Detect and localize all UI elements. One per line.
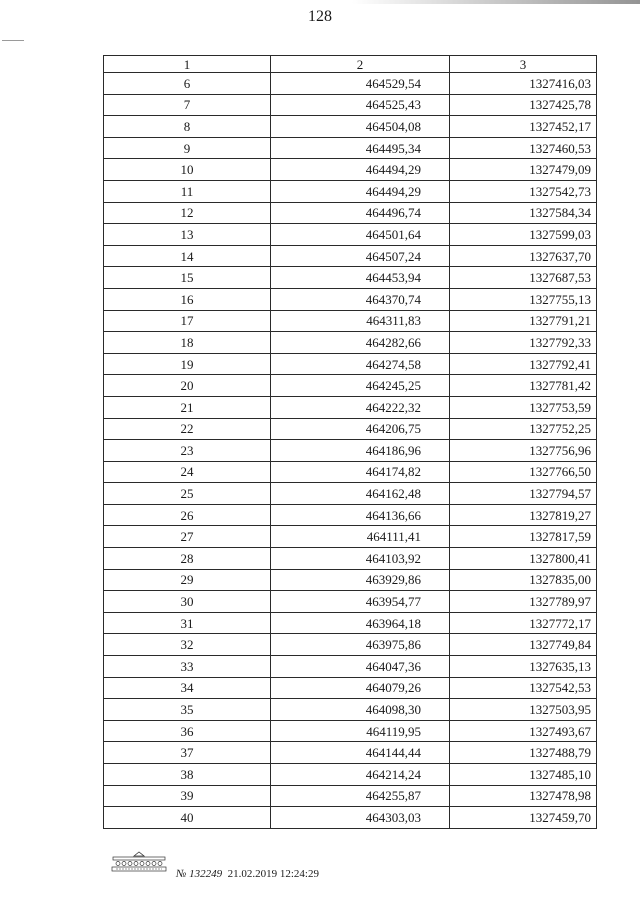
y-coordinate-cell: 1327635,13 [450, 656, 597, 678]
table-row [104, 94, 597, 116]
table-row [104, 720, 597, 742]
y-coordinate-cell: 1327425,78 [450, 94, 597, 116]
table-row [104, 332, 597, 354]
document-footer [176, 868, 319, 880]
y-coordinate-cell: 1327819,27 [450, 504, 597, 526]
y-coordinate-cell: 1327800,41 [450, 548, 597, 570]
point-number-cell: 8 [104, 116, 271, 138]
y-coordinate-cell: 1327756,96 [450, 440, 597, 462]
x-coordinate-cell: 464255,87 [271, 785, 450, 807]
y-coordinate-cell: 1327542,53 [450, 677, 597, 699]
point-number-cell: 21 [104, 396, 271, 418]
point-number-cell: 16 [104, 288, 271, 310]
point-number-cell: 9 [104, 137, 271, 159]
scan-edge [0, 0, 640, 4]
document-timestamp: 21.02.2019 12:24:29 [227, 868, 319, 880]
table-row [104, 440, 597, 462]
x-coordinate-cell: 464501,64 [271, 224, 450, 246]
point-number-cell: 15 [104, 267, 271, 289]
x-coordinate-cell: 464453,94 [271, 267, 450, 289]
y-coordinate-cell: 1327792,33 [450, 332, 597, 354]
point-number-cell: 10 [104, 159, 271, 181]
x-coordinate-cell: 464047,36 [271, 656, 450, 678]
y-coordinate-cell: 1327753,59 [450, 396, 597, 418]
x-coordinate-cell: 464144,44 [271, 742, 450, 764]
x-coordinate-cell: 464494,29 [271, 180, 450, 202]
x-coordinate-cell: 464274,58 [271, 353, 450, 375]
x-coordinate-cell: 464529,54 [271, 73, 450, 95]
y-coordinate-cell: 1327817,59 [450, 526, 597, 548]
table-row [104, 137, 597, 159]
x-coordinate-cell: 464174,82 [271, 461, 450, 483]
point-number-cell: 19 [104, 353, 271, 375]
y-coordinate-cell: 1327789,97 [450, 591, 597, 613]
point-number-cell: 30 [104, 591, 271, 613]
y-coordinate-cell: 1327542,73 [450, 180, 597, 202]
y-coordinate-cell: 1327452,17 [450, 116, 597, 138]
table-row [104, 353, 597, 375]
document-number: № 132249 [176, 868, 223, 880]
table-row [104, 310, 597, 332]
point-number-cell: 7 [104, 94, 271, 116]
point-number-cell: 6 [104, 73, 271, 95]
table-row [104, 548, 597, 570]
x-coordinate-cell: 464186,96 [271, 440, 450, 462]
table-row [104, 504, 597, 526]
table-row [104, 73, 597, 95]
table-row [104, 418, 597, 440]
table-row [104, 267, 597, 289]
x-coordinate-cell: 464504,08 [271, 116, 450, 138]
point-number-cell: 33 [104, 656, 271, 678]
table-row [104, 785, 597, 807]
table-row [104, 396, 597, 418]
x-coordinate-cell: 464245,25 [271, 375, 450, 397]
table-header-row [104, 56, 597, 73]
x-coordinate-cell: 463975,86 [271, 634, 450, 656]
y-coordinate-cell: 1327749,84 [450, 634, 597, 656]
y-coordinate-cell: 1327488,79 [450, 742, 597, 764]
point-number-cell: 13 [104, 224, 271, 246]
y-coordinate-cell: 1327485,10 [450, 764, 597, 786]
table-row [104, 202, 597, 224]
point-number-cell: 24 [104, 461, 271, 483]
point-number-cell: 11 [104, 180, 271, 202]
point-number-cell: 27 [104, 526, 271, 548]
point-number-cell: 35 [104, 699, 271, 721]
y-coordinate-cell: 1327794,57 [450, 483, 597, 505]
table-row [104, 807, 597, 829]
table-row [104, 288, 597, 310]
point-number-cell: 34 [104, 677, 271, 699]
margin-mark [2, 40, 24, 41]
table-row [104, 224, 597, 246]
x-coordinate-cell: 464136,66 [271, 504, 450, 526]
y-coordinate-cell: 1327503,95 [450, 699, 597, 721]
table-row [104, 656, 597, 678]
point-number-cell: 26 [104, 504, 271, 526]
point-number-cell: 39 [104, 785, 271, 807]
table-row [104, 764, 597, 786]
point-number-cell: 37 [104, 742, 271, 764]
x-coordinate-cell: 464162,48 [271, 483, 450, 505]
x-coordinate-cell: 464303,03 [271, 807, 450, 829]
point-number-cell: 40 [104, 807, 271, 829]
table-row [104, 677, 597, 699]
table-row [104, 699, 597, 721]
x-coordinate-cell: 464111,41 [271, 526, 450, 548]
x-coordinate-cell: 464370,74 [271, 288, 450, 310]
point-number-cell: 12 [104, 202, 271, 224]
point-number-cell: 38 [104, 764, 271, 786]
table-row [104, 569, 597, 591]
y-coordinate-cell: 1327687,53 [450, 267, 597, 289]
x-coordinate-cell: 464098,30 [271, 699, 450, 721]
table-row [104, 612, 597, 634]
table-row [104, 159, 597, 181]
table-body [104, 73, 597, 829]
y-coordinate-cell: 1327599,03 [450, 224, 597, 246]
x-coordinate-cell: 463929,86 [271, 569, 450, 591]
table-row [104, 245, 597, 267]
x-coordinate-cell: 464214,24 [271, 764, 450, 786]
y-coordinate-cell: 1327493,67 [450, 720, 597, 742]
x-coordinate-cell: 464496,74 [271, 202, 450, 224]
y-coordinate-cell: 1327835,00 [450, 569, 597, 591]
page-number: 128 [308, 8, 332, 25]
x-coordinate-cell: 464495,34 [271, 137, 450, 159]
point-number-cell: 18 [104, 332, 271, 354]
x-coordinate-cell: 464282,66 [271, 332, 450, 354]
coordinates-table [103, 55, 597, 829]
table-row [104, 591, 597, 613]
table-row [104, 742, 597, 764]
column-header: 3 [450, 56, 597, 73]
point-number-cell: 14 [104, 245, 271, 267]
point-number-cell: 28 [104, 548, 271, 570]
table-row [104, 180, 597, 202]
x-coordinate-cell: 464103,92 [271, 548, 450, 570]
y-coordinate-cell: 1327478,98 [450, 785, 597, 807]
column-header: 2 [271, 56, 450, 73]
column-header: 1 [104, 56, 271, 73]
table-row [104, 634, 597, 656]
table-row [104, 116, 597, 138]
point-number-cell: 20 [104, 375, 271, 397]
x-coordinate-cell: 464119,95 [271, 720, 450, 742]
point-number-cell: 29 [104, 569, 271, 591]
table-row [104, 375, 597, 397]
x-coordinate-cell: 464311,83 [271, 310, 450, 332]
table-row [104, 526, 597, 548]
x-coordinate-cell: 464206,75 [271, 418, 450, 440]
y-coordinate-cell: 1327460,53 [450, 137, 597, 159]
y-coordinate-cell: 1327752,25 [450, 418, 597, 440]
table-row [104, 483, 597, 505]
y-coordinate-cell: 1327637,70 [450, 245, 597, 267]
y-coordinate-cell: 1327792,41 [450, 353, 597, 375]
x-coordinate-cell: 464494,29 [271, 159, 450, 181]
y-coordinate-cell: 1327772,17 [450, 612, 597, 634]
y-coordinate-cell: 1327584,34 [450, 202, 597, 224]
x-coordinate-cell: 464222,32 [271, 396, 450, 418]
y-coordinate-cell: 1327755,13 [450, 288, 597, 310]
y-coordinate-cell: 1327766,50 [450, 461, 597, 483]
x-coordinate-cell: 463954,77 [271, 591, 450, 613]
y-coordinate-cell: 1327791,21 [450, 310, 597, 332]
point-number-cell: 17 [104, 310, 271, 332]
point-number-cell: 32 [104, 634, 271, 656]
registry-stamp-icon [110, 851, 168, 873]
point-number-cell: 31 [104, 612, 271, 634]
y-coordinate-cell: 1327781,42 [450, 375, 597, 397]
point-number-cell: 25 [104, 483, 271, 505]
x-coordinate-cell: 463964,18 [271, 612, 450, 634]
y-coordinate-cell: 1327459,70 [450, 807, 597, 829]
point-number-cell: 23 [104, 440, 271, 462]
point-number-cell: 36 [104, 720, 271, 742]
x-coordinate-cell: 464525,43 [271, 94, 450, 116]
point-number-cell: 22 [104, 418, 271, 440]
y-coordinate-cell: 1327416,03 [450, 73, 597, 95]
x-coordinate-cell: 464507,24 [271, 245, 450, 267]
table-row [104, 461, 597, 483]
y-coordinate-cell: 1327479,09 [450, 159, 597, 181]
x-coordinate-cell: 464079,26 [271, 677, 450, 699]
